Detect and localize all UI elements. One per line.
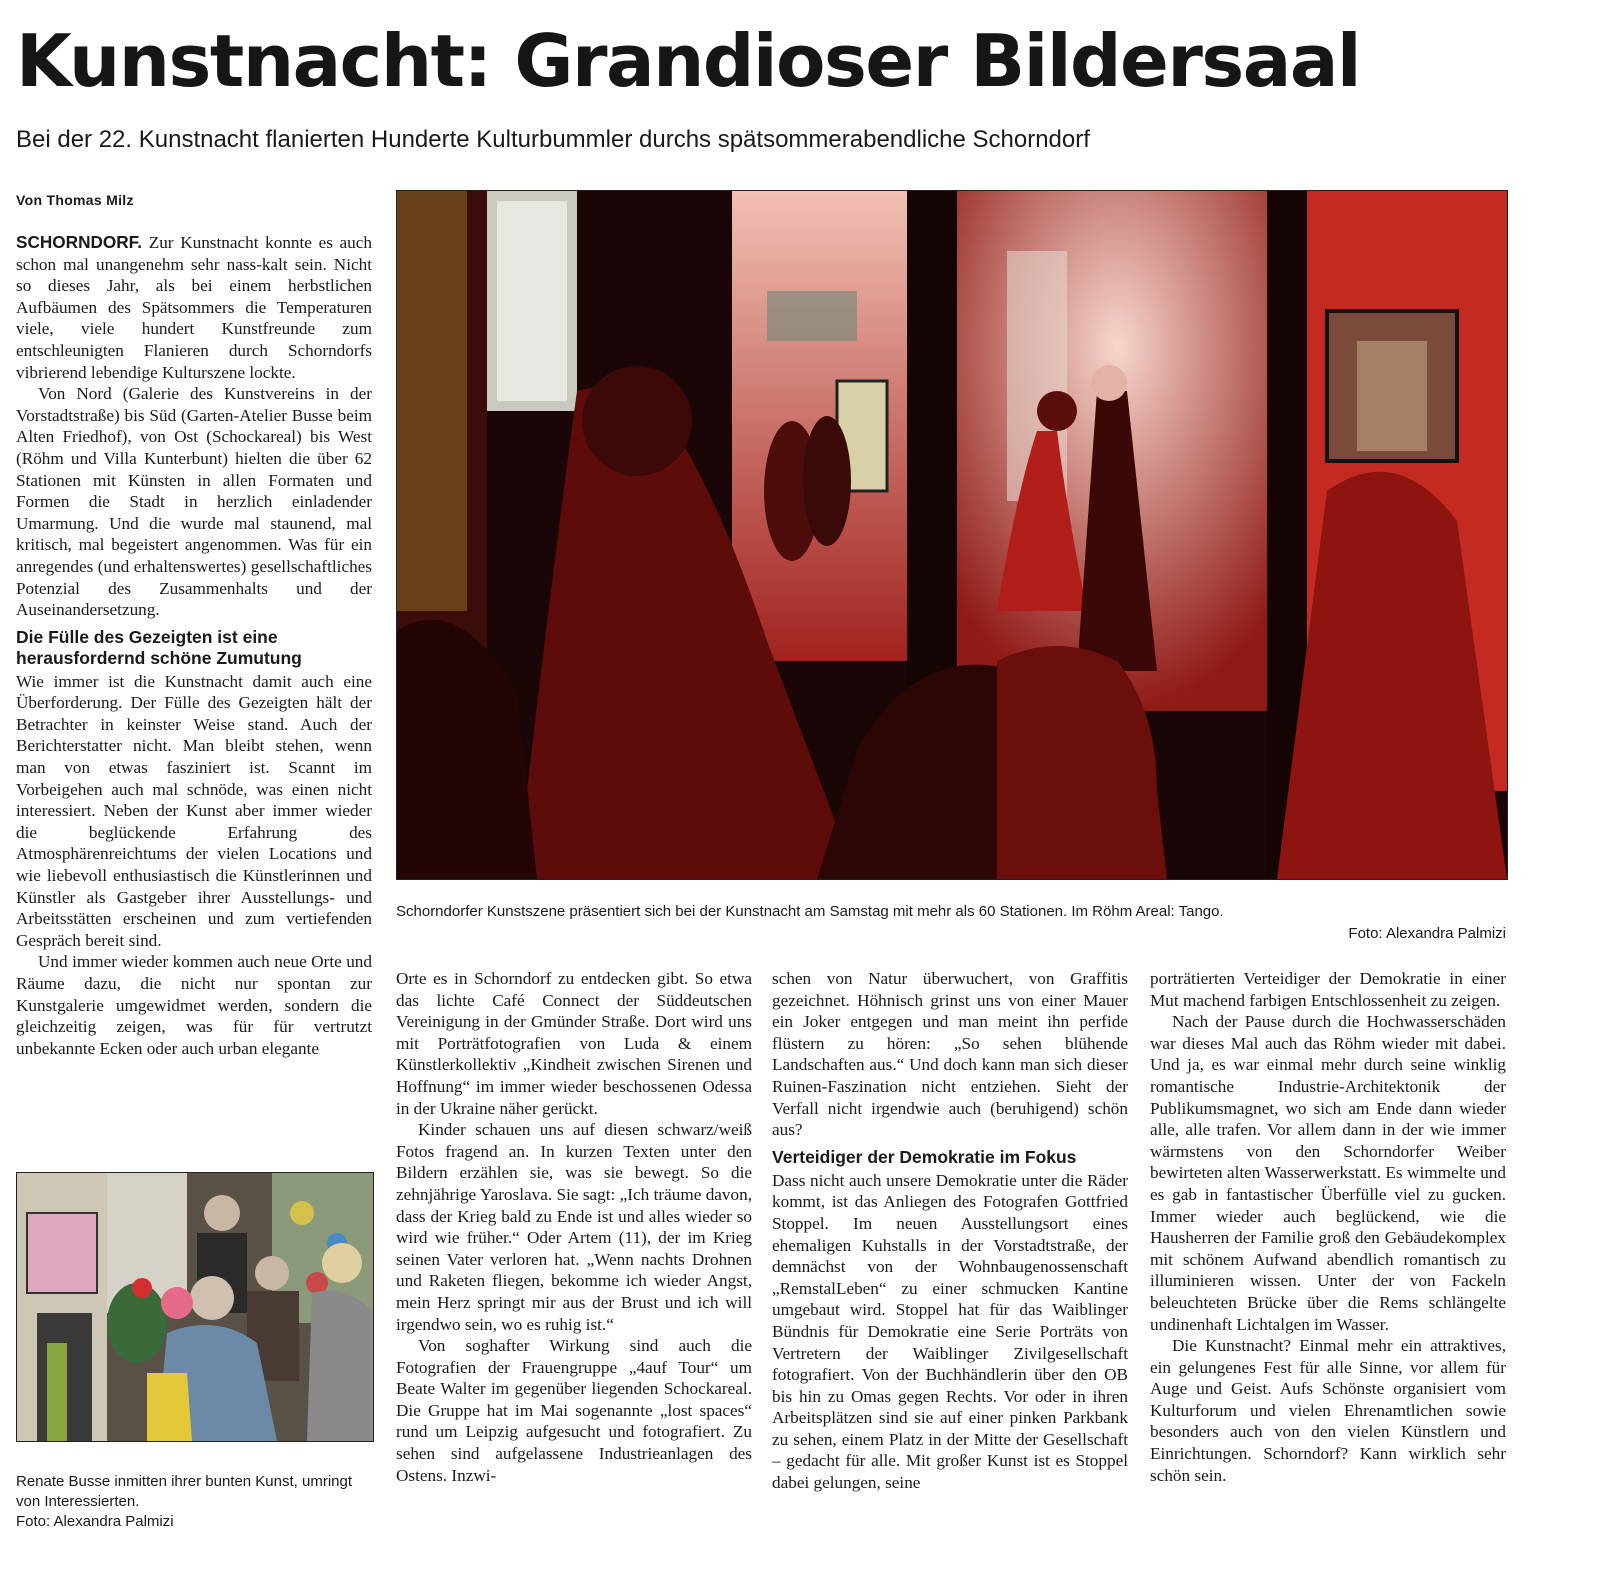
small-photo-caption bbox=[16, 1472, 372, 1532]
main-photo bbox=[396, 190, 1508, 880]
subheadline: Bei der 22. Kunstnacht flanierten Hunderte Kulturbummler durchs spätsommerabendliche Schorndorf bbox=[16, 126, 1090, 153]
paragraph: porträtierten Verteidiger der Demokratie in einer Mut machend farbigen Entschlossenheit zu zeigen. bbox=[1150, 969, 1506, 1010]
paragraph: Und immer wieder kommen auch neue Orte und Räume dazu, die nicht nur spontan zur Kunstgalerie umgewidmet werden, sondern die gleichzeitig zeigen, was für für vertrutzt unbekannte Ecken oder auch urban elegante bbox=[16, 952, 372, 1058]
small-photo-credit: Foto: Alexandra Palmizi bbox=[16, 1513, 174, 1530]
small-photo-illustration bbox=[17, 1173, 373, 1441]
small-photo-caption-text: Renate Busse inmitten ihrer bunten Kunst, umringt von Interessierten. bbox=[16, 1473, 353, 1510]
main-photo-caption: Schorndorfer Kunstszene präsentiert sich bei der Kunstnacht am Samstag mit mehr als 60 Stationen. Im Röhm Areal: Tango. bbox=[396, 903, 1224, 920]
byline: Von Thomas Milz bbox=[16, 192, 134, 208]
dateline: SCHORNDORF. bbox=[16, 232, 143, 252]
paragraph: Von soghafter Wirkung sind auch die Fotografien der Frauengruppe „4auf Tour“ um Beate Walter im gegenüber liegenden Schockareal. Die Gruppe hat im Mai sogenannte „lost spaces“ rund um Leipzig aufgesucht und fotografiert. Zu sehen sind aufgelassene Industrieanlagen des Ostens. Inzwi- bbox=[396, 1336, 752, 1485]
paragraph: Nach der Pause durch die Hochwasserschäden war dieses Mal auch das Röhm wieder mit dabei. Und ja, es war einmal mehr durch seine winklig romantische Industrie-Architektonik der Publikumsmagnet, wo sich am Ende dann wieder alle, alle trafen. Vor allem dann in der wie immer wärmstens von den Schorndorfer Weiber bewirteten alten Wasserwerkstatt. Es wimmelte und es gab in fantastischer Überfülle viel zu gucken. Immer wieder auch beglückend, wie die Hausherren der Familie groß den Gebäudekomplex mit schönem Aufwand abendlich romantisch zu illuminieren wissen. Unter der von Fackeln beleuchteten Brücke über die Rems schlängelte undinenhaft Lichtalgen im Wasser. bbox=[1150, 1012, 1506, 1334]
paragraph: Dass nicht auch unsere Demokratie unter die Räder kommt, ist das Anliegen des Fotografen Gottfried Stoppel. Im neuen Ausstellungsort eines ehemaligen Kuhstalls in der Vorstadtstraße, der demnächst von der Wohnbaugenossenschaft „RemstalLeben“ zu einer schmucken Kantine umgebaut wird. Stoppel hat für das Waiblinger Bündnis für Demokratie eine Serie Porträts von Vertretern der Waiblinger Zivilgesellschaft fotografiert. Von der Buchhändlerin über den OB bis hin zu Omas gegen Rechts. Vor oder in ihren Arbeitsplätzen sind sie auf einer pinken Parkbank zu sehen, einem Platz in der Mitte der Gesellschaft – gedacht für alle. Mit großer Kunst ist es Stoppel dabei gelungen, seine bbox=[772, 1170, 1128, 1493]
headline: Kunstnacht: Grandioser Bildersaal bbox=[16, 19, 1361, 103]
article-column-1 bbox=[16, 232, 372, 1064]
paragraph: Wie immer ist die Kunstnacht damit auch eine Überforderung. Der Fülle des Gezeigten hält der Betrachter in keinster Weise stand. Auch der Berichterstatter nicht. Man bleibt stehen, wenn man von etwas fasziniert ist. Scannt im Vorbeigehen auch mal schnöde, was einen nicht interessiert. Neben der Kunst aber immer wieder die beglückende Erfahrung des Atmosphärenreichtums der vielen Locations und wie liebevoll enthusiastisch die Künstlerinnen und Künstler als Gastgeber ihrer Ausstellungs- und Arbeitsstätten erscheinen und zum vertiefenden Gespräch bereit sind. bbox=[16, 671, 372, 950]
paragraph: Die Kunstnacht? Einmal mehr ein attraktives, ein gelungenes Fest für alle Sinne, vor allem für Auge und Geist. Aufs Schönste organisiert vom Kulturforum und vielen Ehrenamtlichen sowie besonders auch von den vielen Künstlern und Einrichtungen. Schorndorf? Kann wirklich sehr schön sein. bbox=[1150, 1336, 1506, 1485]
paragraph bbox=[16, 232, 372, 383]
paragraph: Von Nord (Galerie des Kunstvereins in der Vorstadtstraße) bis Süd (Garten-Atelier Busse beim Alten Friedhof), von Ost (Schockareal) bis West (Röhm und Villa Kunterbunt) hielten die über 62 Stationen mit Künsten in allen Formaten und Formen die Stadt in herzlich einladender Umarmung. Und die wurde mal staunend, mal kritisch, mal begeistert angenommen. Was für ein anregendes (und erhaltenswertes) gesellschaftliches Potenzial des Zusammenhalts und der Auseinandersetzung. bbox=[16, 384, 372, 620]
small-photo bbox=[16, 1172, 374, 1442]
subheading: Die Fülle des Gezeigten ist eine herausfordernd schöne Zumutung bbox=[16, 626, 302, 668]
main-photo-illustration bbox=[397, 191, 1507, 879]
paragraph: Orte es in Schorndorf zu entdecken gibt. So etwa das lichte Café Connect der Süddeutschen Vereinigung in der Gmünder Straße. Dort wird uns mit Porträtfotografien von Luda & einem Künstlerkollektiv „Kindheit zwischen Sirenen und Hoffnung“ im immer wieder beschossenen Odessa in der Ukraine näher gerückt. bbox=[396, 969, 752, 1118]
main-photo-credit: Foto: Alexandra Palmizi bbox=[1348, 925, 1506, 942]
paragraph: schen von Natur überwuchert, von Graffitis gezeichnet. Höhnisch grinst uns von einer Mauer ein Joker entgegen und man meint ihn perfide flüstern zu hören: „So sehen blühende Landschaften aus.“ Und doch kann man sich dieser Ruinen-Faszination nicht entziehen. Sieht der Verfall nicht irgendwie auch (beruhigend) schön aus? bbox=[772, 969, 1128, 1140]
paragraph: Kinder schauen uns auf diesen schwarz/weiß Fotos fragend an. In kurzen Texten unter den Bildern erzählen sie, was sie bewegt. So die zehnjährige Yaroslava. Sie sagt: „Ich träume davon, dass der Krieg bald zu Ende ist und alles wieder so wird wie früher.“ Oder Artem (11), der im Krieg seinen Vater verloren hat. „Wenn nachts Drohnen und Raketen fliegen, bekomme ich wieder Angst, mein Herz springt mir aus der Brust und ich will irgendwo sein, wo es ruhig ist.“ bbox=[396, 1120, 752, 1334]
paragraph-text: Zur Kunstnacht konnte es auch schon mal unangenehm sehr nass-kalt sein. Nicht so dieses Jahr, als bei einem herbstlichen Aufbäumen des Spätsommers die Temperaturen viele, viele hundert Kunstfreunde zum entschleunigten Flanieren durch Schorndorfs vibrierend lebendige Kulturszene lockte. bbox=[16, 233, 372, 382]
subheading: Verteidiger der Demokratie im Fokus bbox=[772, 1146, 1077, 1167]
article-column-2 bbox=[396, 968, 752, 1568]
article-column-4 bbox=[1150, 968, 1506, 1568]
article-column-3 bbox=[772, 968, 1128, 1568]
